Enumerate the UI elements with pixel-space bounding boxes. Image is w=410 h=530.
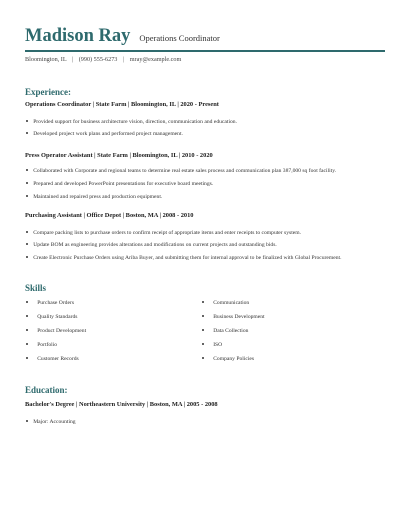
contact-separator: | bbox=[71, 56, 74, 63]
job-heading: Purchasing Assistant | Office Depot | Boston, MA | 2008 - 2010 bbox=[25, 212, 194, 219]
bullet-dot bbox=[202, 315, 204, 317]
skill-item bbox=[26, 328, 86, 334]
bullet-text: Provided support for business architecture vision, direction, communication and education. bbox=[33, 119, 237, 125]
skill-text: Purchase Orders bbox=[37, 300, 75, 306]
education-bullet bbox=[25, 419, 76, 425]
bullet-dot bbox=[26, 120, 28, 122]
skills-section-title: Skills bbox=[25, 283, 47, 293]
bullet-dot bbox=[26, 169, 28, 171]
bullet-text: Compare packing lists to purchase orders to confirm receipt of appropriate items and enter receipts to computer system. bbox=[33, 230, 301, 236]
bullet-dot bbox=[26, 343, 28, 345]
skill-item bbox=[26, 300, 74, 306]
bullet-dot bbox=[202, 357, 204, 359]
bullet-text: Collaborated with Corporate and regional teams to determine real estate sales process and communication plan 387,000 sq foot facility. bbox=[33, 168, 337, 174]
bullet-text: Major: Accounting bbox=[33, 419, 76, 425]
job-heading: Operations Coordinator | State Farm | Bloomington, IL | 2020 - Present bbox=[25, 101, 219, 108]
job-bullet bbox=[25, 181, 213, 187]
bullet-dot bbox=[26, 243, 28, 245]
skill-item bbox=[202, 300, 249, 306]
bullet-dot bbox=[26, 256, 28, 258]
job-bullet bbox=[25, 255, 341, 261]
bullet-dot bbox=[26, 231, 28, 233]
candidate-role: Operations Coordinator bbox=[139, 33, 220, 43]
bullet-text: Create Electronic Purchase Orders using Ariba Buyer, and submitting them for internal approval to be finalized with Global Procurement. bbox=[33, 255, 342, 261]
skill-text: Data Collection bbox=[213, 328, 249, 334]
skill-text: Communication bbox=[213, 300, 250, 306]
bullet-dot bbox=[26, 357, 28, 359]
skill-text: Product Development bbox=[37, 328, 87, 334]
job-bullet bbox=[25, 119, 237, 125]
contact-phone: (990) 555-6273 bbox=[78, 56, 118, 63]
bullet-dot bbox=[26, 329, 28, 331]
bullet-dot bbox=[26, 420, 28, 422]
skill-item bbox=[202, 356, 254, 362]
education-heading: Bachelor's Degree | Northeastern University | Boston, MA | 2005 - 2008 bbox=[25, 401, 218, 408]
contact-separator: | bbox=[122, 56, 125, 63]
job-bullet bbox=[25, 194, 162, 200]
bullet-dot bbox=[26, 301, 28, 303]
job-bullet bbox=[25, 242, 277, 248]
bullet-text: Update BOM as engineering provides alterations and modifications on current projects and outstanding bids. bbox=[33, 242, 277, 248]
header-divider bbox=[25, 50, 385, 52]
experience-section-title: Experience: bbox=[25, 87, 71, 97]
skill-item bbox=[26, 314, 77, 320]
skill-item bbox=[202, 314, 265, 320]
bullet-dot bbox=[202, 343, 204, 345]
bullet-dot bbox=[26, 132, 28, 134]
skill-text: Quality Standards bbox=[37, 314, 78, 320]
bullet-dot bbox=[202, 301, 204, 303]
resume-header bbox=[25, 26, 385, 47]
job-bullet bbox=[25, 131, 183, 137]
bullet-dot bbox=[26, 182, 28, 184]
contact-email[interactable]: mray@example.com bbox=[129, 56, 182, 63]
skill-item bbox=[26, 342, 57, 348]
skill-item bbox=[26, 356, 79, 362]
job-bullet bbox=[25, 230, 301, 236]
skill-text: Portfolio bbox=[37, 342, 58, 348]
bullet-dot bbox=[26, 195, 28, 197]
job-bullet bbox=[25, 168, 336, 174]
skill-item bbox=[202, 342, 222, 348]
contact-line bbox=[25, 56, 181, 63]
bullet-text: Developed project work plans and performed project management. bbox=[33, 131, 183, 137]
bullet-text: Maintained and repaired press and production equipment. bbox=[33, 194, 163, 200]
education-section-title: Education: bbox=[25, 385, 68, 395]
bullet-text: Prepared and developed PowerPoint presentations for executive board meetings. bbox=[33, 181, 214, 187]
bullet-dot bbox=[26, 315, 28, 317]
contact-location: Bloomington, IL bbox=[25, 56, 67, 63]
skill-text: ISO bbox=[213, 342, 223, 348]
bullet-dot bbox=[202, 329, 204, 331]
candidate-name: Madison Ray bbox=[25, 26, 131, 46]
skill-item bbox=[202, 328, 248, 334]
skill-text: Customer Records bbox=[37, 356, 79, 362]
job-heading: Press Operator Assistant | State Farm | Bloomington, IL | 2010 - 2020 bbox=[25, 152, 213, 159]
skill-text: Company Policies bbox=[213, 356, 255, 362]
skill-text: Business Development bbox=[213, 314, 265, 320]
